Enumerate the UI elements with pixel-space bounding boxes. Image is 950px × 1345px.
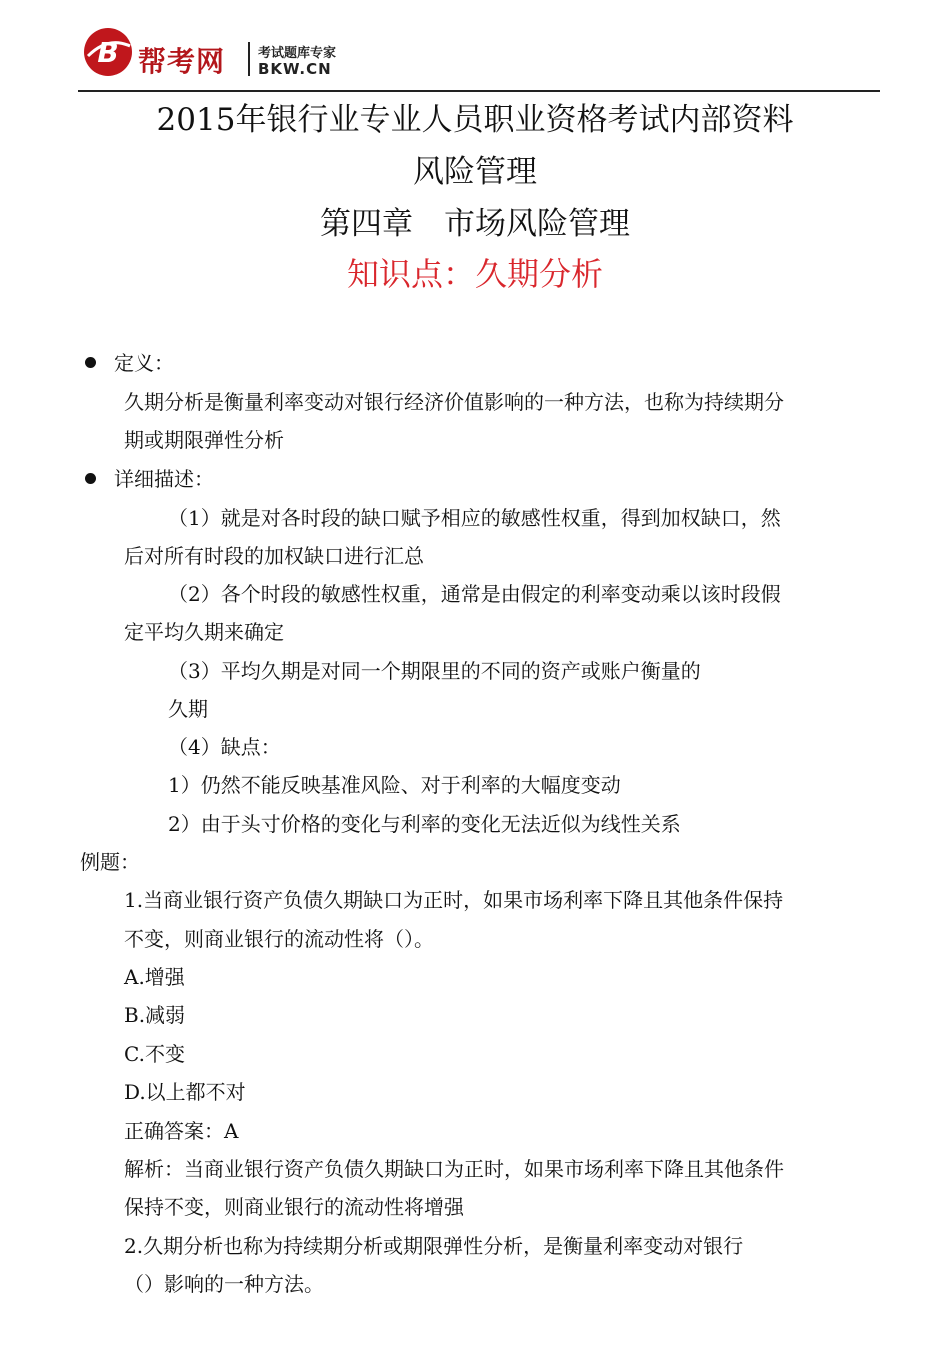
chapter-title: 第四章 市场风险管理 [320,206,630,242]
detail-item-1-line-1: （1）就是对各时段的缺口赋予相应的敏感性权重，得到加权缺口，然 [168,506,781,530]
definition-text-line-1: 久期分析是衡量利率变动对银行经济价值影响的一种方法，也称为持续期分 [124,390,784,414]
option-a: A.增强 [124,965,185,989]
option-c: C.不变 [124,1042,185,1066]
logo-letter: B [97,36,119,69]
detail-item-3-line-2: 久期 [168,697,208,721]
option-d: D.以上都不对 [124,1080,246,1104]
brand-logo-icon [82,26,134,78]
analysis-line-2: 保持不变，则商业银行的流动性将增强 [124,1195,464,1219]
detail-item-2-line-2: 定平均久期来确定 [124,620,284,644]
definition-label: 定义： [114,351,174,375]
brand-divider [248,42,250,76]
brand-name: 帮考网 [138,45,226,78]
bullet-dot [85,473,96,484]
analysis-line-1: 解析：当商业银行资产负债久期缺口为正时，如果市场利率下降且其他条件 [124,1157,784,1181]
brand-slogan: 考试题库专家 [258,46,337,61]
question-1-line-2: 不变，则商业银行的流动性将（）。 [124,927,434,951]
brand-domain: BKW.CN [258,60,332,78]
document-title: 2015年银行业专业人员职业资格考试内部资料 [156,102,794,138]
bullet-dot [85,357,96,368]
detail-item-4-sub-1: 1）仍然不能反映基准风险、对于利率的大幅度变动 [168,773,621,797]
definition-text-line-2: 期或期限弹性分析 [124,428,284,452]
question-1-line-1: 1.当商业银行资产负债久期缺口为正时，如果市场利率下降且其他条件保持 [124,888,784,912]
detail-item-1-line-2: 后对所有时段的加权缺口进行汇总 [124,544,424,568]
page-header [78,18,880,94]
header-divider [78,90,880,92]
topic-title: 知识点：久期分析 [346,255,603,293]
detail-item-2-line-1: （2）各个时段的敏感性权重，通常是由假定的利率变动乘以该时段假 [168,582,781,606]
question-2-line-1: 2.久期分析也称为持续期分析或期限弹性分析，是衡量利率变动对银行 [124,1234,744,1258]
detail-item-3-line-1: （3）平均久期是对同一个期限里的不同的资产或账户衡量的 [168,659,701,683]
examples-label: 例题： [80,850,140,874]
option-b: B.减弱 [124,1003,186,1027]
subject-title: 风险管理 [413,154,537,190]
correct-answer: 正确答案：A [124,1119,239,1143]
question-2-line-2: （）影响的一种方法。 [124,1272,324,1296]
detail-item-4-sub-2: 2）由于头寸价格的变化与利率的变化无法近似为线性关系 [168,812,681,836]
detail-label: 详细描述： [114,467,214,491]
detail-item-4: （4）缺点： [168,735,281,759]
